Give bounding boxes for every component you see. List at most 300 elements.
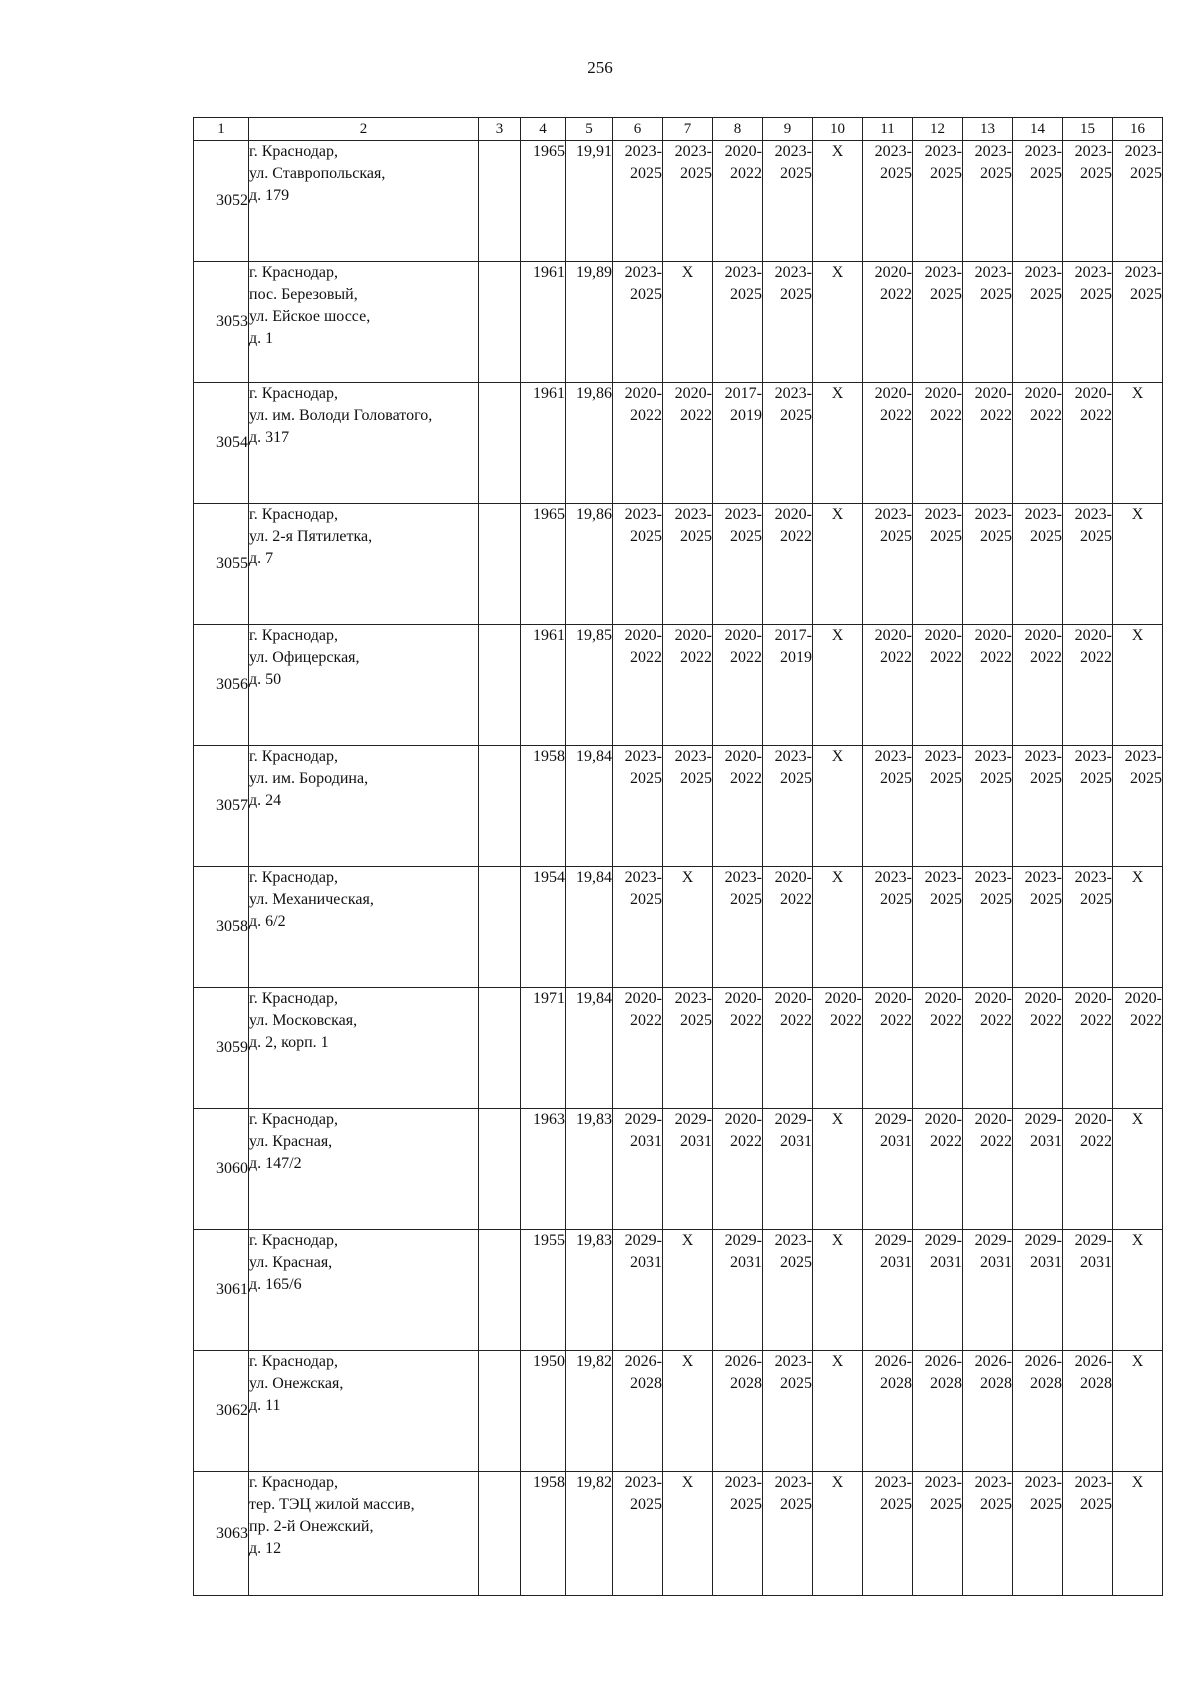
row-number: 3063 [194,1472,249,1596]
period-end: 2022 [680,649,712,666]
value-cell: 19,82 [566,1472,613,1596]
period-end: 2028 [1030,1375,1062,1392]
period-end: 2025 [880,528,912,545]
period-cell-col-9 [763,1109,813,1230]
table-row [194,1230,1163,1351]
period-start: 2020- [624,385,662,402]
period-start: 2023- [1124,143,1162,160]
address-line: г. Краснодар, [249,1232,338,1249]
period-start: 2023- [1074,143,1112,160]
period-start: 2020- [1024,385,1062,402]
period-start: 2023- [1024,506,1062,523]
period-start: 2020- [1074,385,1112,402]
address-cell [249,746,479,867]
period-start: 2020- [974,990,1012,1007]
address-cell [249,1472,479,1596]
period-end: 2025 [780,286,812,303]
period-cell-col-15 [1063,1230,1113,1351]
period-cell-col-16: X [1113,504,1163,625]
address-cell [249,625,479,746]
period-cell-col-10 [813,988,863,1109]
period-cell-col-11 [863,262,913,383]
column-3-cell [479,746,521,867]
period-end: 2025 [680,165,712,182]
period-end: 2025 [780,770,812,787]
period-start: 2020- [774,869,812,886]
column-3-cell [479,1230,521,1351]
period-cell-col-16 [1113,141,1163,262]
period-cell-col-13 [963,867,1013,988]
period-end: 2025 [980,891,1012,908]
address-cell [249,1109,479,1230]
period-cell-col-15 [1063,1472,1113,1596]
period-start: 2023- [974,1474,1012,1491]
period-end: 2025 [1130,165,1162,182]
period-cell-col-14 [1013,988,1063,1109]
address-line: д. 12 [249,1540,282,1557]
period-start: 2023- [1124,264,1162,281]
period-start: 2023- [1074,1474,1112,1491]
address-line: д. 7 [249,550,274,567]
period-cell-col-12 [913,1472,963,1596]
period-end: 2025 [730,286,762,303]
period-start: 2023- [924,869,962,886]
period-end: 2031 [630,1133,662,1150]
build-year-cell: 1961 [521,383,566,504]
period-start: 2023- [674,990,712,1007]
period-cell-col-10: X [813,746,863,867]
period-cell-col-15 [1063,383,1113,504]
period-start: 2023- [674,748,712,765]
period-cell-col-10: X [813,141,863,262]
value-cell: 19,83 [566,1230,613,1351]
address-line: ул. им. Володи Головатого, [249,407,433,424]
period-start: 2026- [874,1353,912,1370]
period-start: 2026- [724,1353,762,1370]
period-start: 2023- [1024,748,1062,765]
period-cell-col-15 [1063,141,1113,262]
period-cell-col-12 [913,262,963,383]
build-year-cell: 1965 [521,504,566,625]
period-end: 2025 [1080,528,1112,545]
period-cell-col-7 [663,504,713,625]
period-end: 2031 [980,1254,1012,1271]
address-line: г. Краснодар, [249,385,338,402]
period-end: 2022 [630,1012,662,1029]
period-end: 2031 [780,1133,812,1150]
address-line: д. 24 [249,792,282,809]
period-end: 2022 [1080,407,1112,424]
address-line: д. 2, корп. 1 [249,1034,329,1051]
address-cell [249,1230,479,1351]
period-cell-col-9 [763,383,813,504]
period-cell-col-13 [963,1109,1013,1230]
period-cell-col-6 [613,1109,663,1230]
period-cell-col-13 [963,1230,1013,1351]
build-year-cell: 1954 [521,867,566,988]
period-start: 2017- [724,385,762,402]
column-3-cell [479,867,521,988]
period-end: 2031 [930,1254,962,1271]
address-line: д. 147/2 [249,1155,302,1172]
period-end: 2022 [880,286,912,303]
period-end: 2025 [1030,165,1062,182]
address-cell [249,988,479,1109]
period-end: 2022 [630,649,662,666]
period-start: 2020- [674,627,712,644]
period-end: 2022 [1080,1012,1112,1029]
period-start: 2023- [924,506,962,523]
period-start: 2023- [924,143,962,160]
period-start: 2023- [1024,143,1062,160]
period-start: 2029- [1074,1232,1112,1249]
period-start: 2020- [724,748,762,765]
address-line: г. Краснодар, [249,1353,338,1370]
period-start: 2023- [924,264,962,281]
value-cell: 19,91 [566,141,613,262]
period-end: 2019 [730,407,762,424]
address-cell [249,141,479,262]
period-cell-col-9 [763,1351,813,1472]
period-start: 2029- [974,1232,1012,1249]
period-cell-col-7 [663,988,713,1109]
period-end: 2022 [730,770,762,787]
period-start: 2020- [624,990,662,1007]
period-start: 2020- [874,990,912,1007]
address-line: г. Краснодар, [249,143,338,160]
period-cell-col-9 [763,141,813,262]
address-line: г. Краснодар, [249,627,338,644]
period-start: 2020- [724,1111,762,1128]
value-cell: 19,84 [566,867,613,988]
period-cell-col-16: X [1113,867,1163,988]
period-cell-col-11 [863,1109,913,1230]
period-start: 2020- [924,1111,962,1128]
build-year-cell: 1958 [521,1472,566,1596]
period-start: 2020- [1074,1111,1112,1128]
period-start: 2020- [1074,627,1112,644]
address-line: ул. Ейское шоссе, [249,308,371,325]
column-header-3: 3 [479,118,521,141]
period-start: 2020- [924,990,962,1007]
period-end: 2025 [880,1496,912,1513]
header-row [194,118,1163,141]
period-cell-col-14 [1013,867,1063,988]
period-end: 2025 [980,770,1012,787]
address-line: ул. Офицерская, [249,649,360,666]
period-cell-col-11 [863,504,913,625]
period-end: 2031 [680,1133,712,1150]
table-row [194,504,1163,625]
period-start: 2017- [774,627,812,644]
period-cell-col-9 [763,988,813,1109]
period-cell-col-10: X [813,383,863,504]
period-cell-col-6 [613,988,663,1109]
address-line: г. Краснодар, [249,264,338,281]
period-end: 2025 [630,770,662,787]
period-start: 2023- [874,506,912,523]
period-start: 2023- [774,385,812,402]
value-cell: 19,82 [566,1351,613,1472]
address-line: ул. 2-я Пятилетка, [249,528,373,545]
period-cell-col-6 [613,383,663,504]
column-3-cell [479,1351,521,1472]
period-cell-col-11 [863,867,913,988]
column-header-5: 5 [566,118,613,141]
period-end: 2025 [730,891,762,908]
period-cell-col-12 [913,625,963,746]
period-cell-col-14 [1013,1109,1063,1230]
period-start: 2023- [774,264,812,281]
build-year-cell: 1965 [521,141,566,262]
address-line: г. Краснодар, [249,748,338,765]
build-year-cell: 1950 [521,1351,566,1472]
period-start: 2023- [1074,869,1112,886]
period-end: 2028 [730,1375,762,1392]
address-line: д. 11 [249,1397,281,1414]
period-end: 2022 [980,1133,1012,1150]
column-header-13: 13 [963,118,1013,141]
column-header-4: 4 [521,118,566,141]
column-3-cell [479,988,521,1109]
period-end: 2025 [780,1254,812,1271]
period-start: 2023- [1124,748,1162,765]
period-end: 2022 [730,1133,762,1150]
period-start: 2023- [624,506,662,523]
address-line: ул. Механическая, [249,891,374,908]
period-cell-col-7: X [663,262,713,383]
period-cell-col-12 [913,1109,963,1230]
row-number: 3054 [194,383,249,504]
period-end: 2031 [1080,1254,1112,1271]
period-start: 2026- [624,1353,662,1370]
build-year-cell: 1963 [521,1109,566,1230]
period-start: 2023- [874,748,912,765]
period-start: 2023- [874,143,912,160]
period-cell-col-11 [863,1351,913,1472]
period-start: 2023- [724,1474,762,1491]
address-cell [249,867,479,988]
period-end: 2022 [1030,407,1062,424]
period-cell-col-8 [713,1109,763,1230]
period-start: 2020- [874,627,912,644]
period-cell-col-8 [713,262,763,383]
period-start: 2023- [624,1474,662,1491]
period-end: 2025 [880,770,912,787]
period-cell-col-13 [963,141,1013,262]
period-end: 2025 [1030,891,1062,908]
period-start: 2020- [874,385,912,402]
period-end: 2022 [680,407,712,424]
period-start: 2020- [724,143,762,160]
period-end: 2025 [1130,286,1162,303]
period-cell-col-6 [613,867,663,988]
period-cell-col-7: X [663,867,713,988]
address-line: д. 179 [249,187,290,204]
column-3-cell [479,1472,521,1596]
period-cell-col-14 [1013,625,1063,746]
period-cell-col-10: X [813,1230,863,1351]
period-cell-col-10: X [813,1109,863,1230]
page-number: 256 [587,58,613,77]
period-start: 2023- [774,1353,812,1370]
period-start: 2023- [724,869,762,886]
period-cell-col-15 [1063,1351,1113,1472]
period-cell-col-11 [863,988,913,1109]
period-start: 2020- [624,627,662,644]
period-cell-col-15 [1063,504,1113,625]
period-end: 2031 [880,1133,912,1150]
period-cell-col-9 [763,262,813,383]
period-cell-col-11 [863,383,913,504]
column-3-cell [479,1109,521,1230]
period-cell-col-14 [1013,141,1063,262]
period-start: 2020- [774,990,812,1007]
period-cell-col-6 [613,504,663,625]
period-start: 2023- [624,264,662,281]
period-start: 2023- [974,506,1012,523]
period-end: 2025 [1080,1496,1112,1513]
period-cell-col-12 [913,988,963,1109]
period-cell-col-6 [613,746,663,867]
period-cell-col-13 [963,262,1013,383]
period-cell-col-10: X [813,262,863,383]
period-start: 2023- [924,1474,962,1491]
period-end: 2025 [930,1496,962,1513]
column-header-14: 14 [1013,118,1063,141]
period-cell-col-10: X [813,1472,863,1596]
address-line: г. Краснодар, [249,1111,338,1128]
period-start: 2020- [724,627,762,644]
period-cell-col-14 [1013,1472,1063,1596]
period-cell-col-16: X [1113,1230,1163,1351]
period-start: 2020- [824,990,862,1007]
build-year-cell: 1961 [521,625,566,746]
period-end: 2022 [730,1012,762,1029]
period-cell-col-14 [1013,1230,1063,1351]
period-cell-col-15 [1063,988,1113,1109]
row-number: 3057 [194,746,249,867]
period-cell-col-8 [713,504,763,625]
period-start: 2020- [1124,990,1162,1007]
period-start: 2023- [774,748,812,765]
period-cell-col-12 [913,746,963,867]
period-cell-col-6 [613,262,663,383]
period-cell-col-8 [713,625,763,746]
address-line: тер. ТЭЦ жилой массив, [249,1496,415,1513]
period-cell-col-15 [1063,746,1113,867]
period-cell-col-13 [963,625,1013,746]
address-line: пр. 2-й Онежский, [249,1518,374,1535]
period-cell-col-9 [763,867,813,988]
period-cell-col-7: X [663,1472,713,1596]
period-end: 2022 [1030,649,1062,666]
period-cell-col-15 [1063,262,1113,383]
period-end: 2022 [930,649,962,666]
period-end: 2022 [930,407,962,424]
address-line: г. Краснодар, [249,506,338,523]
address-line: д. 1 [249,330,274,347]
table-row [194,1109,1163,1230]
period-end: 2025 [630,286,662,303]
period-cell-col-11 [863,1472,913,1596]
value-cell: 19,84 [566,746,613,867]
period-start: 2023- [674,506,712,523]
period-start: 2023- [1024,1474,1062,1491]
period-cell-col-13 [963,1351,1013,1472]
period-end: 2028 [880,1375,912,1392]
period-end: 2025 [780,165,812,182]
period-cell-col-6 [613,1351,663,1472]
period-end: 2031 [1030,1133,1062,1150]
period-end: 2028 [630,1375,662,1392]
period-start: 2023- [924,748,962,765]
period-start: 2020- [974,627,1012,644]
period-start: 2023- [724,264,762,281]
period-start: 2029- [724,1232,762,1249]
period-end: 2025 [930,286,962,303]
period-end: 2025 [780,1375,812,1392]
row-number: 3052 [194,141,249,262]
period-cell-col-8 [713,1230,763,1351]
row-number: 3061 [194,1230,249,1351]
period-end: 2025 [1030,770,1062,787]
period-start: 2023- [1024,869,1062,886]
table-row [194,746,1163,867]
period-cell-col-16: X [1113,1351,1163,1472]
period-end: 2025 [780,407,812,424]
period-end: 2025 [1030,286,1062,303]
period-cell-col-16 [1113,746,1163,867]
period-cell-col-7 [663,625,713,746]
period-end: 2025 [680,1012,712,1029]
address-line: д. 317 [249,429,290,446]
period-start: 2023- [974,869,1012,886]
period-cell-col-6 [613,1230,663,1351]
period-start: 2023- [624,143,662,160]
period-end: 2028 [980,1375,1012,1392]
build-year-cell: 1958 [521,746,566,867]
period-end: 2025 [1080,891,1112,908]
period-start: 2020- [874,264,912,281]
period-start: 2023- [774,143,812,160]
period-end: 2025 [930,528,962,545]
period-start: 2020- [1024,990,1062,1007]
period-end: 2019 [780,649,812,666]
table-row [194,1351,1163,1472]
period-end: 2031 [880,1254,912,1271]
period-end: 2025 [980,165,1012,182]
period-end: 2025 [1080,770,1112,787]
period-cell-col-12 [913,141,963,262]
period-start: 2029- [1024,1232,1062,1249]
period-end: 2025 [880,165,912,182]
period-start: 2023- [974,264,1012,281]
period-end: 2022 [980,1012,1012,1029]
table-row [194,383,1163,504]
period-cell-col-8 [713,988,763,1109]
period-start: 2023- [724,506,762,523]
period-end: 2025 [730,1496,762,1513]
period-cell-col-8 [713,383,763,504]
period-cell-col-13 [963,988,1013,1109]
column-header-1: 1 [194,118,249,141]
period-cell-col-14 [1013,383,1063,504]
address-line: пос. Березовый, [249,286,358,303]
period-start: 2020- [674,385,712,402]
row-number: 3059 [194,988,249,1109]
row-number: 3056 [194,625,249,746]
